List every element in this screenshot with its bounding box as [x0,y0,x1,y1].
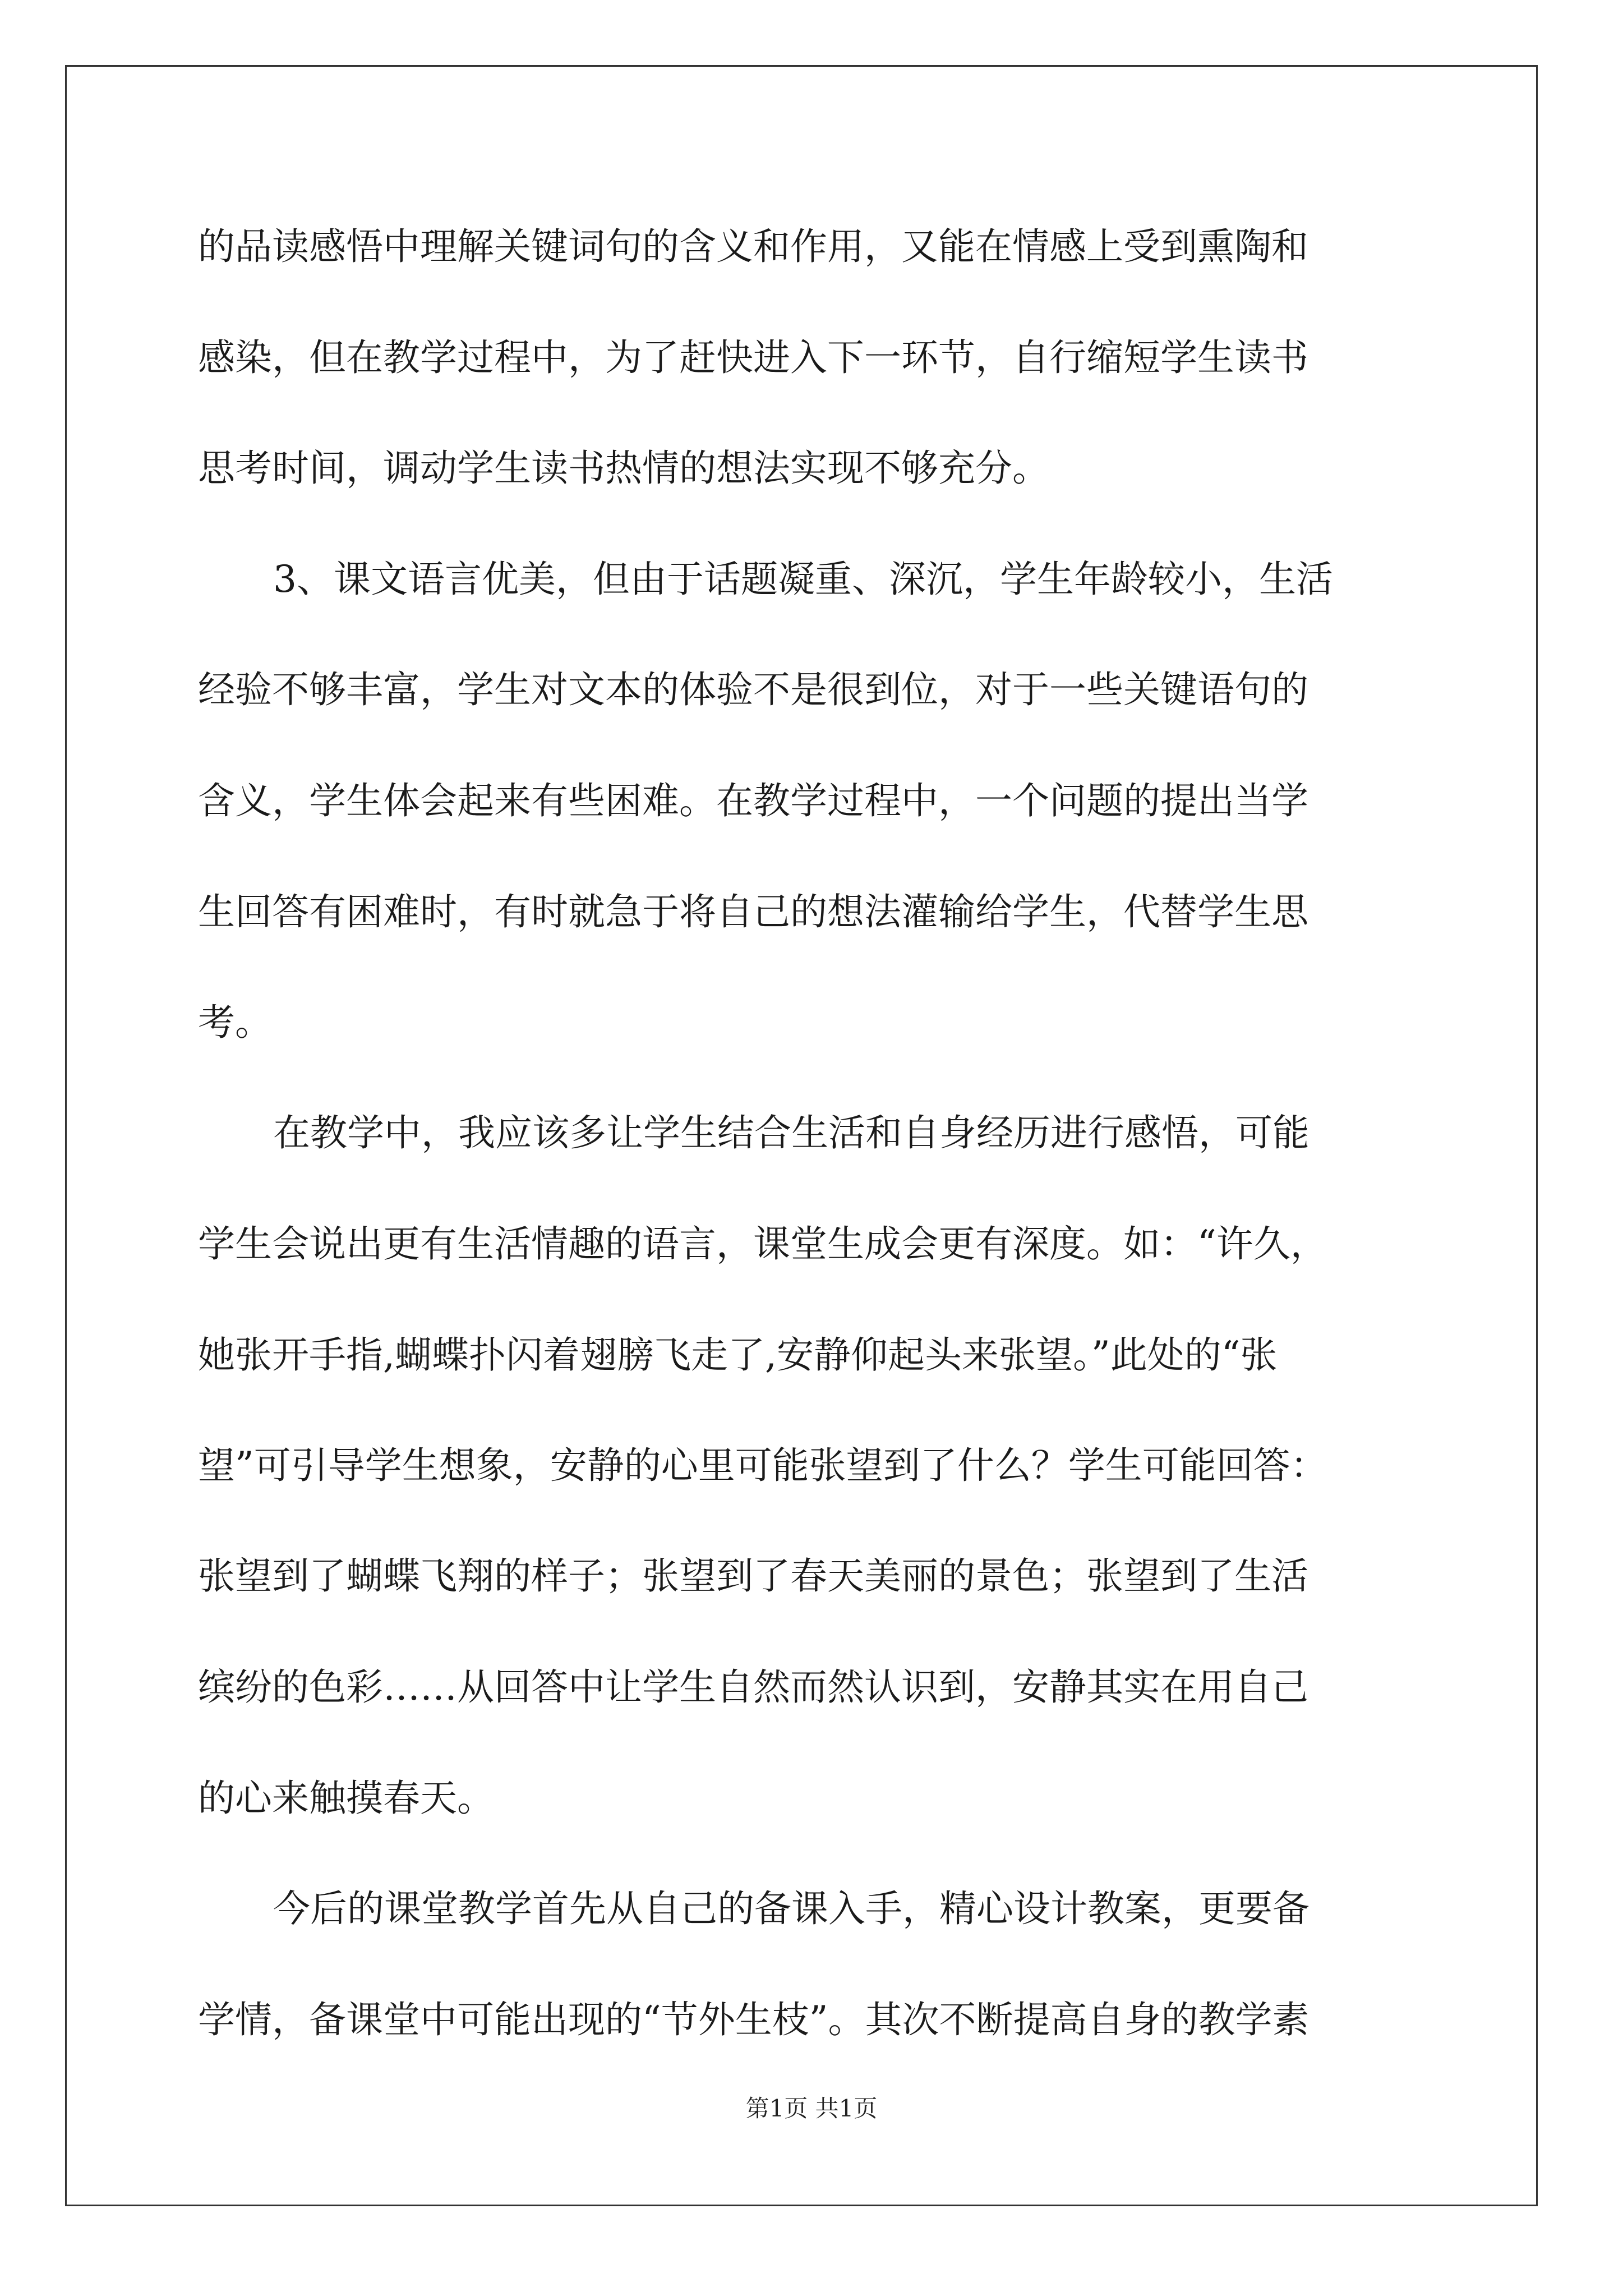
text-line: 的心来触摸春天。 [198,1777,494,1820]
text-line: 的品读感悟中理解关键词句的含义和作用，又能在情感上受到熏陶和 [198,225,1308,268]
text-line: 考。 [198,1001,272,1044]
text-line: 在教学中，我应该多让学生结合生活和自身经历进行感悟，可能 [273,1111,1310,1154]
text-line: 感染，但在教学过程中，为了赶快进入下一环节，自行缩短学生读书 [198,336,1308,379]
text-line: 她张开手指,蝴蝶扑闪着翅膀飞走了,安静仰起头来张望。”此处的“张 [198,1333,1278,1377]
text-line: 含义，学生体会起来有些困难。在教学过程中，一个问题的提出当学 [198,779,1308,822]
text-line: 张望到了蝴蝶飞翔的样子；张望到了春天美丽的景色；张望到了生活 [198,1554,1308,1598]
text-line: 望”可引导学生想象，安静的心里可能张望到了什么？学生可能回答： [198,1444,1327,1487]
text-line: 3、课文语言优美，但由于话题凝重、深沉，学生年龄较小，生活 [273,558,1333,601]
text-line: 思考时间，调动学生读书热情的想法实现不够充分。 [198,447,1049,490]
text-line: 今后的课堂教学首先从自己的备课入手，精心设计教案，更要备 [273,1887,1310,1930]
text-line: 缤纷的色彩……从回答中让学生自然而然认识到，安静其实在用自己 [198,1665,1308,1709]
text-line: 经验不够丰富，学生对文本的体验不是很到位，对于一些关键语句的 [198,668,1308,711]
text-line: 学生会说出更有生活情趣的语言，课堂生成会更有深度。如：“许久， [198,1222,1327,1266]
text-line: 生回答有困难时，有时就急于将自己的想法灌输给学生，代替学生思 [198,890,1308,933]
text-line: 学情，备课堂中可能出现的“节外生枝”。其次不断提高自身的教学素 [198,1998,1310,2041]
page-footer: 第1页 共1页 [745,2095,878,2122]
